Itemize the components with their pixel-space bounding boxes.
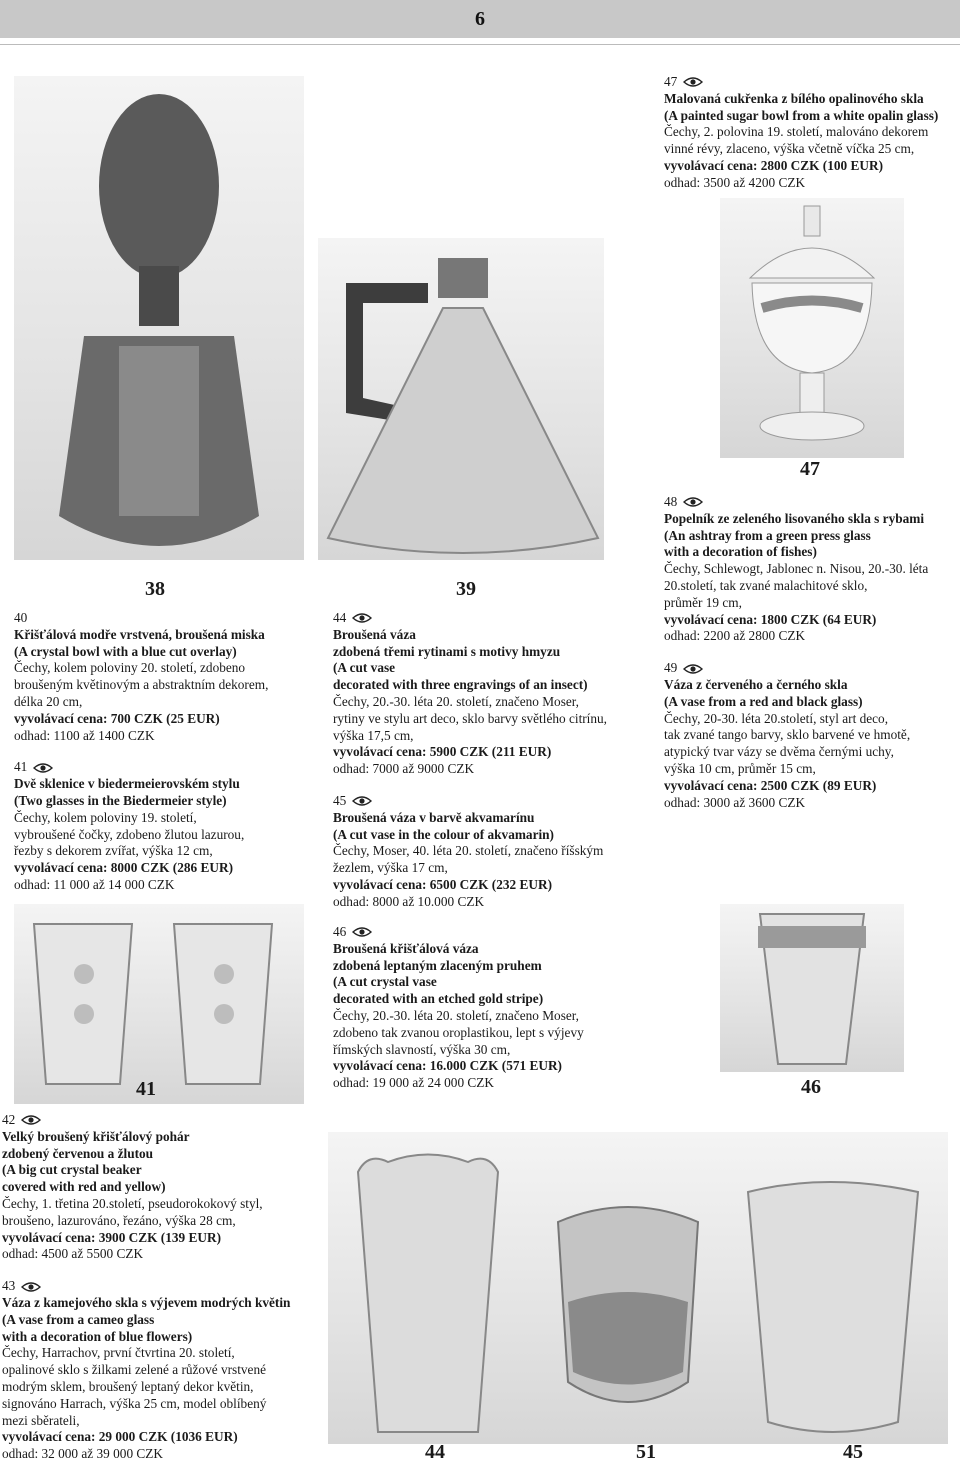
- lot-desc-line: průměr 19 cm,: [664, 594, 742, 610]
- lot-desc-line: římských slavností, výška 30 cm,: [333, 1041, 511, 1057]
- eye-icon: [352, 926, 372, 938]
- lot-40: [14, 610, 268, 894]
- lot-estimate: odhad: 1100 až 1400 CZK: [14, 727, 155, 743]
- lot-estimate: odhad: 4500 až 5500 CZK: [2, 1246, 144, 1262]
- lot-title-en: (A crystal bowl with a blue cut overlay): [14, 643, 237, 659]
- lot-price: vyvolávací cena: 2800 CZK (100 EUR): [664, 157, 884, 173]
- eye-icon: [352, 795, 372, 807]
- lot-title-en: decorated with three engravings of an insect): [333, 677, 588, 693]
- lot-desc-line: Čechy, kolem poloviny 20. století, zdobeno: [14, 660, 246, 676]
- lot-number: 45: [333, 792, 347, 808]
- lot-desc-line: mezi sběrateli,: [2, 1412, 80, 1428]
- header-rule: [0, 44, 960, 45]
- lot-title: Váza z červeného a černého skla: [664, 676, 848, 692]
- lot-desc-line: vybroušené čočky, zdobeno žlutou lazurou,: [14, 826, 245, 842]
- figure-label-39: 39: [456, 578, 476, 600]
- lot-title-en: (An ashtray from a green press glass: [664, 527, 871, 543]
- lot-title-en: (A painted sugar bowl from a white opalin glass): [664, 107, 939, 123]
- lot-desc-line: výška 17,5 cm,: [333, 727, 414, 743]
- lot-price: vyvolávací cena: 29 000 CZK (1036 EUR): [2, 1429, 238, 1445]
- lot-title: Velký broušený křišťálový pohár: [2, 1128, 190, 1144]
- lot-estimate: odhad: 19 000 až 24 000 CZK: [333, 1075, 495, 1091]
- photo-39-carafe: [318, 238, 604, 560]
- glasses-illustration: [14, 904, 304, 1104]
- lot-price: vyvolávací cena: 6500 CZK (232 EUR): [333, 876, 553, 892]
- lot-48: [664, 494, 928, 811]
- lot-desc-line: vinné révy, zlaceno, výška včetně víčka 25 cm,: [664, 141, 915, 157]
- lot-title: Malovaná cukřenka z bílého opalinového skla: [664, 90, 924, 106]
- three-vases-illustration: [328, 1132, 948, 1444]
- lot-estimate: odhad: 32 000 až 39 000 CZK: [2, 1446, 164, 1462]
- lot-title-en: (A cut crystal vase: [333, 974, 437, 990]
- lot-title-en: with a decoration of fishes): [664, 544, 817, 560]
- figure-label-46: 46: [801, 1076, 821, 1098]
- sugar-bowl-illustration: [720, 198, 904, 458]
- lot-number: 47: [664, 74, 678, 89]
- lot-title: Broušená křišťálová váza: [333, 940, 479, 956]
- lot-desc-line: Čechy, 20.-30. léta 20. století, značeno Moser,: [333, 1007, 580, 1023]
- eye-icon: [352, 612, 372, 624]
- lot-price: vyvolávací cena: 1800 CZK (64 EUR): [664, 611, 877, 627]
- lot-title-en: with a decoration of blue flowers): [2, 1328, 193, 1344]
- lot-title: Dvě sklenice v biedermeierovském stylu: [14, 776, 240, 792]
- lot-title: Broušená váza: [333, 626, 416, 642]
- gold-stripe-vase-illustration: [720, 904, 904, 1072]
- lot-title-en: (A cut vase in the colour of akvamarin): [333, 826, 554, 842]
- lot-desc-line: žezlem, výška 17 cm,: [333, 860, 448, 876]
- lot-desc-line: rytiny ve stylu art deco, sklo barvy světlého citrínu,: [333, 710, 608, 726]
- lot-title: Popelník ze zeleného lisovaného skla s rybami: [664, 510, 925, 526]
- lot-estimate: odhad: 8000 až 10.000 CZK: [333, 893, 485, 909]
- lot-desc-line: broušeným květinovým a abstraktním dekorem,: [14, 677, 269, 693]
- lot-desc-line: Čechy, Schlewogt, Jablonec n. Nisou, 20.-30. léta: [664, 561, 929, 577]
- photo-47-sugar-bowl: [720, 198, 904, 458]
- eye-icon: [21, 1281, 41, 1293]
- photo-vases-44-51-45: [328, 1132, 948, 1444]
- lot-number: 46: [333, 924, 347, 939]
- lot-estimate: odhad: 7000 až 9000 CZK: [333, 761, 475, 777]
- lot-title-en: covered with red and yellow): [2, 1179, 166, 1195]
- lot-number: 42: [2, 1112, 16, 1127]
- lot-desc-line: Čechy, 20-30. léta 20.století, styl art deco,: [664, 710, 889, 726]
- lot-desc-line: řezby s dekorem zvířat, výška 12 cm,: [14, 843, 213, 859]
- lot-desc-line: Čechy, 1. třetina 20.století, pseudorokokový styl,: [2, 1195, 263, 1211]
- lot-desc-line: signováno Harrach, výška 25 cm, model oblíbený: [2, 1395, 267, 1411]
- lot-price: vyvolávací cena: 16.000 CZK (571 EUR): [333, 1058, 562, 1074]
- lot-title-en: (A vase from a cameo glass: [2, 1311, 155, 1327]
- lot-estimate: odhad: 2200 až 2800 CZK: [664, 628, 806, 644]
- lot-number: 41: [14, 759, 28, 775]
- photo-41-glasses: [14, 904, 304, 1104]
- lot-desc-line: výška 10 cm, průměr 15 cm,: [664, 760, 816, 776]
- lot-title-en: (Two glasses in the Biedermeier style): [14, 792, 227, 808]
- carafe-illustration: [318, 238, 604, 560]
- figure-label-45: 45: [843, 1441, 863, 1463]
- figure-label-51: 51: [636, 1441, 656, 1463]
- lot-44: [333, 610, 607, 911]
- page-number: 6: [475, 8, 485, 30]
- bottle-illustration: [14, 76, 304, 560]
- lot-title: zdobená třemi rytinami s motivy hmyzu: [333, 643, 561, 659]
- photo-38-bottle: [14, 76, 304, 560]
- lot-number: 40: [14, 610, 28, 625]
- lot-desc-line: tak zvané tango barvy, sklo barvené ve hmotě,: [664, 727, 911, 743]
- lot-desc-line: broušeno, lazurováno, řezáno, výška 28 cm,: [2, 1212, 236, 1228]
- lot-title: zdobená leptaným zlaceným pruhem: [333, 957, 542, 973]
- lot-desc-line: 20.století, tak zvané malachitové sklo,: [664, 577, 868, 593]
- lot-estimate: odhad: 3500 až 4200 CZK: [664, 174, 806, 190]
- lot-price: vyvolávací cena: 2500 CZK (89 EUR): [664, 777, 877, 793]
- figure-label-41: 41: [136, 1078, 156, 1100]
- lot-price: vyvolávací cena: 8000 CZK (286 EUR): [14, 860, 234, 876]
- lot-desc-line: Čechy, 2. polovina 19. století, malováno dekorem: [664, 124, 929, 140]
- lot-title-en: (A big cut crystal beaker: [2, 1162, 142, 1178]
- lot-number: 44: [333, 610, 347, 625]
- lot-price: vyvolávací cena: 3900 CZK (139 EUR): [2, 1229, 222, 1245]
- lot-desc-line: zdobeno tak zvanou oroplastikou, lept s výjevy: [333, 1024, 584, 1040]
- lot-desc-line: Čechy, kolem poloviny 19. století,: [14, 809, 197, 825]
- lot-title: Váza z kamejového skla s výjevem modrých květin: [2, 1294, 291, 1310]
- lot-price: vyvolávací cena: 700 CZK (25 EUR): [14, 710, 220, 726]
- lot-42: [2, 1112, 290, 1463]
- eye-icon: [683, 76, 703, 88]
- lot-estimate: odhad: 11 000 až 14 000 CZK: [14, 876, 175, 892]
- lot-number: 48: [664, 494, 678, 509]
- photo-46-vase: [720, 904, 904, 1072]
- eye-icon: [33, 762, 53, 774]
- figure-label-44: 44: [425, 1441, 445, 1463]
- lot-desc-line: délka 20 cm,: [14, 693, 83, 709]
- lot-price: vyvolávací cena: 5900 CZK (211 EUR): [333, 744, 552, 760]
- lot-title: Křišťálová modře vrstvená, broušená miska: [14, 626, 265, 642]
- lot-title: zdobený červenou a žlutou: [2, 1145, 154, 1161]
- lot-desc-line: modrým sklem, broušený leptaný dekor květin,: [2, 1378, 254, 1394]
- lot-desc-line: Čechy, Harrachov, první čtvrtina 20. století,: [2, 1345, 235, 1361]
- lot-title-en: (A vase from a red and black glass): [664, 693, 863, 709]
- lot-number: 43: [2, 1278, 16, 1294]
- lot-desc-line: atypický tvar vázy se dvěma černými uchy,: [664, 744, 894, 760]
- lot-number: 49: [664, 660, 678, 676]
- figure-label-47: 47: [800, 458, 820, 480]
- lot-desc-line: Čechy, Moser, 40. léta 20. století, značeno říšským: [333, 843, 604, 859]
- lot-47: [664, 74, 938, 192]
- lot-desc-line: Čechy, 20.-30. léta 20. století, značeno Moser,: [333, 693, 580, 709]
- lot-title: Broušená váza v barvě akvamarínu: [333, 809, 535, 825]
- lot-desc-line: opalinové sklo s žilkami zelené a růžové vrstvené: [2, 1362, 266, 1378]
- eye-icon: [683, 496, 703, 508]
- eye-icon: [683, 663, 703, 675]
- lot-title-en: (A cut vase: [333, 660, 396, 676]
- eye-icon: [21, 1114, 41, 1126]
- lot-title-en: decorated with an etched gold stripe): [333, 991, 544, 1007]
- lot-estimate: odhad: 3000 až 3600 CZK: [664, 794, 806, 810]
- figure-label-38: 38: [145, 578, 165, 600]
- lot-46: [333, 924, 584, 1092]
